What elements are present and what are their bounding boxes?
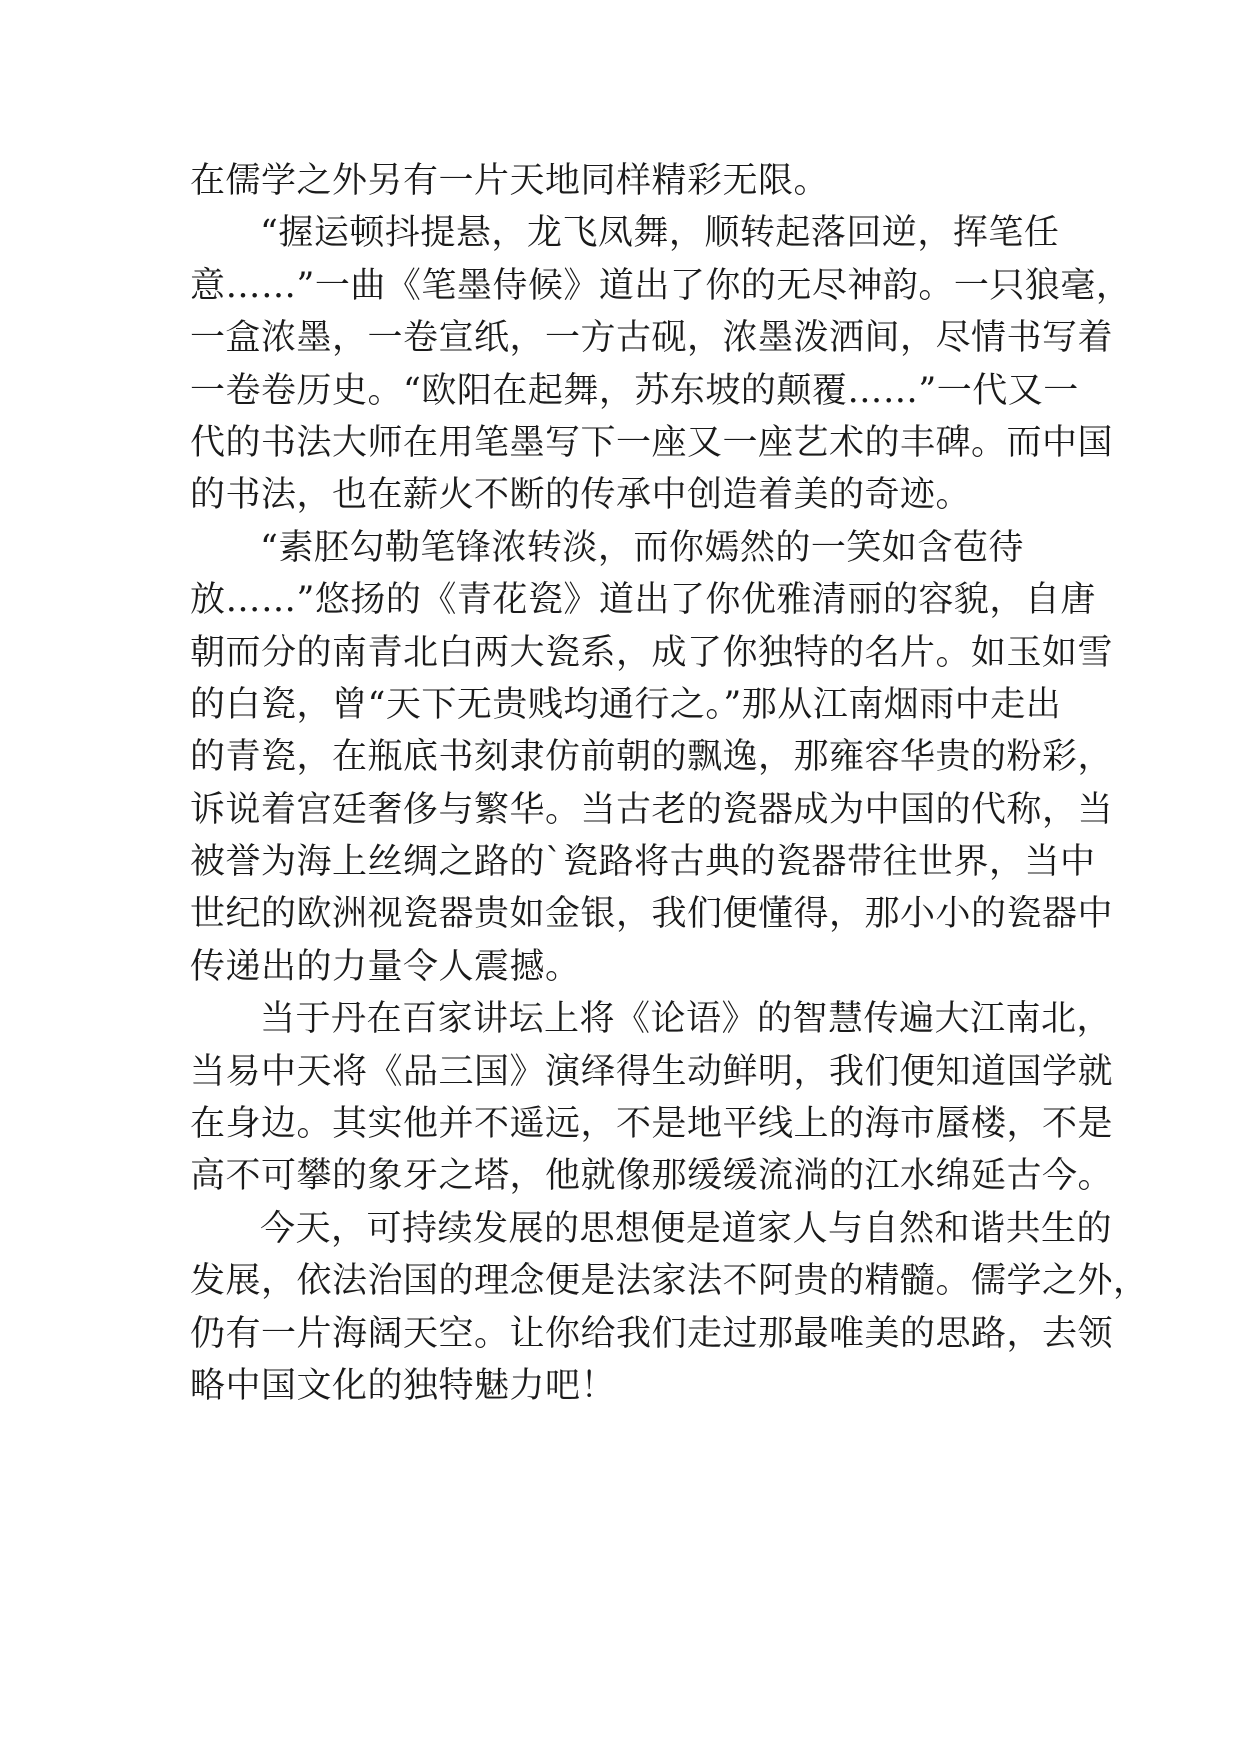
- text-line: 意……”一曲《笔墨侍候》道出了你的无尽神韵。一只狼毫，: [190, 265, 1132, 306]
- text-line: 被誉为海上丝绸之路的`瓷路将古典的瓷器带往世界，当中: [190, 842, 1096, 883]
- text-line: 诉说着宫廷奢侈与繁华。当古老的瓷器成为中国的代称，当: [190, 789, 1114, 830]
- text-line: 略中国文化的独特魅力吧！: [190, 1365, 617, 1406]
- text-line: 当于丹在百家讲坛上将《论语》的智慧传遍大江南北，: [260, 999, 1113, 1040]
- text-line: 的书法，也在薪火不断的传承中创造着美的奇迹。: [190, 475, 972, 516]
- text-line: 的白瓷，曾“天下无贵贱均通行之。”那从江南烟雨中走出: [190, 684, 1062, 725]
- text-line: 在身边。其实他并不遥远，不是地平线上的海市蜃楼，不是: [190, 1104, 1114, 1145]
- text-line: “握运顿抖提悬，龙飞凤舞，顺转起落回逆，挥笔任: [260, 213, 1060, 254]
- text-line: 代的书法大师在用笔墨写下一座又一座艺术的丰碑。而中国: [190, 422, 1114, 463]
- text-line: 仍有一片海阔天空。让你给我们走过那最唯美的思路，去领: [190, 1313, 1114, 1354]
- text-line: 一盒浓墨，一卷宣纸，一方古砚，浓墨泼洒间，尽情书写着: [190, 318, 1114, 359]
- text-line: 放……”悠扬的《青花瓷》道出了你优雅清丽的容貌，自唐: [190, 580, 1096, 621]
- text-line: 发展，依法治国的理念便是法家法不阿贵的精髓。儒学之外，: [190, 1261, 1149, 1302]
- text-line: “素胚勾勒笔锋浓转淡，而你嫣然的一笑如含苞待: [260, 527, 1024, 568]
- text-line: 世纪的欧洲视瓷器贵如金银，我们便懂得，那小小的瓷器中: [190, 894, 1114, 935]
- text-line: 朝而分的南青北白两大瓷系，成了你独特的名片。如玉如雪: [190, 632, 1114, 673]
- text-line: 当易中天将《品三国》演绎得生动鲜明，我们便知道国学就: [190, 1051, 1114, 1092]
- text-line: 传递出的力量令人震撼。: [190, 946, 581, 987]
- text-line: 一卷卷历史。“欧阳在起舞，苏东坡的颠覆……”一代又一: [190, 370, 1079, 411]
- text-line: 高不可攀的象牙之塔，他就像那缓缓流淌的江水绵延古今。: [190, 1156, 1114, 1197]
- text-line: 的青瓷，在瓶底书刻隶仿前朝的飘逸，那雍容华贵的粉彩，: [190, 737, 1114, 778]
- text-line: 今天，可持续发展的思想便是道家人与自然和谐共生的: [260, 1208, 1113, 1249]
- essay-text: [190, 155, 1149, 1412]
- text-line: 在儒学之外另有一片天地同样精彩无限。: [190, 161, 830, 201]
